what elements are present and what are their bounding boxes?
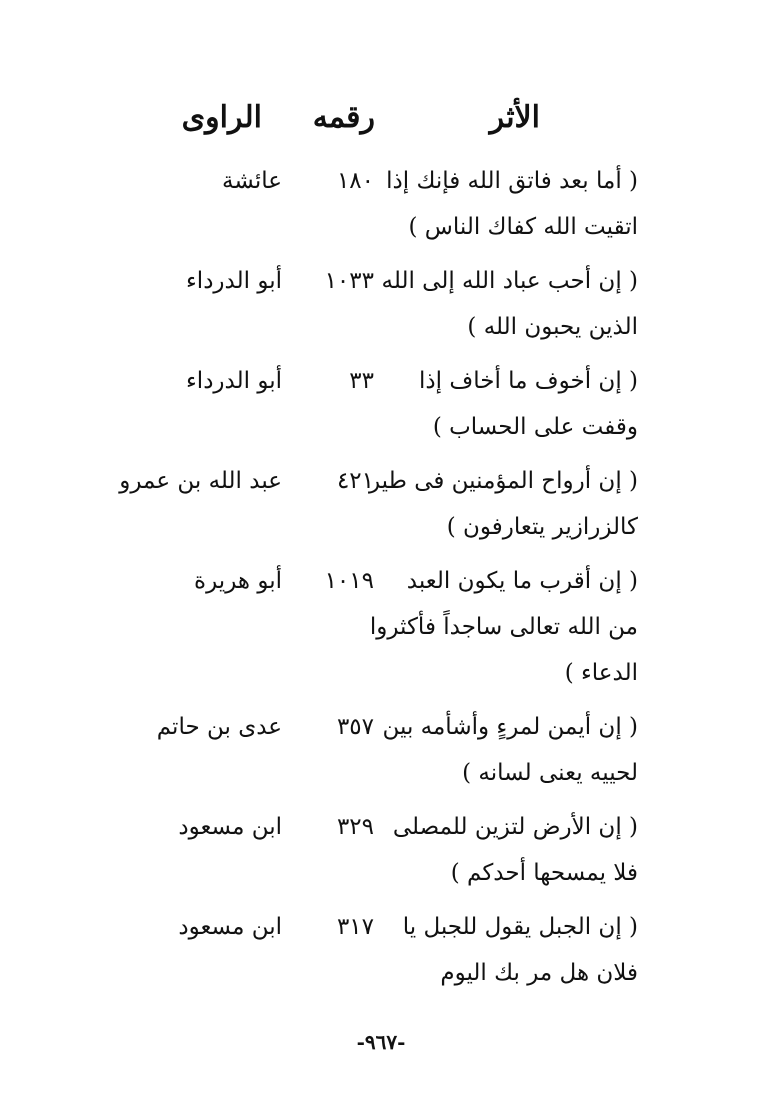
narrator: عائشة bbox=[222, 168, 282, 194]
athar-text bbox=[376, 158, 638, 250]
athar-line: فلان هل مر بك اليوم bbox=[440, 960, 638, 986]
header-raqm: رقمه bbox=[312, 100, 375, 135]
athar-line: ( إن أخوف ما أخاف إذا bbox=[419, 368, 638, 394]
athar-line: لحييه يعنى لسانه ) bbox=[462, 760, 638, 786]
athar-line: ( إن الأرض لتزين للمصلى bbox=[392, 814, 638, 840]
athar-number: ٣٥٧ bbox=[336, 714, 374, 740]
athar-text bbox=[376, 704, 638, 796]
list-item bbox=[0, 904, 762, 996]
athar-number: ٣١٧ bbox=[336, 914, 374, 940]
athar-line: اتقيت الله كفاك الناس ) bbox=[408, 214, 638, 240]
athar-line: الذين يحبون الله ) bbox=[467, 314, 638, 340]
athar-line: ( أما بعد فاتق الله فإنك إذا bbox=[386, 168, 638, 194]
athar-line: ( إن أرواح المؤمنين فى طير bbox=[368, 468, 638, 494]
list-item bbox=[0, 458, 762, 550]
athar-line: كالزرازير يتعارفون ) bbox=[446, 514, 638, 540]
narrator: أبو الدرداء bbox=[185, 268, 282, 294]
list-item bbox=[0, 558, 762, 696]
athar-text bbox=[376, 358, 638, 450]
header-rawi: الراوى bbox=[181, 100, 262, 135]
athar-line: الدعاء ) bbox=[564, 660, 638, 686]
athar-text bbox=[376, 258, 638, 350]
page-number: -٩٦٧- bbox=[356, 1030, 406, 1054]
athar-text bbox=[368, 458, 638, 550]
athar-line: فلا يمسحها أحدكم ) bbox=[450, 860, 638, 886]
athar-number: ٤٢١ bbox=[336, 468, 374, 494]
athar-number: ١٨٠ bbox=[336, 168, 374, 194]
athar-text bbox=[369, 558, 638, 696]
athar-number: ١٠٣٣ bbox=[324, 268, 374, 294]
athar-number: ٣٣ bbox=[349, 368, 374, 394]
athar-text bbox=[376, 804, 638, 896]
athar-line: وقفت على الحساب ) bbox=[432, 414, 638, 440]
athar-line: من الله تعالى ساجداً فأكثروا bbox=[369, 614, 638, 640]
narrator: أبو هريرة bbox=[194, 568, 282, 594]
list-item bbox=[0, 258, 762, 350]
athar-text bbox=[376, 904, 638, 996]
athar-line: ( إن أقرب ما يكون العبد bbox=[406, 568, 638, 594]
list-item bbox=[0, 158, 762, 250]
list-item bbox=[0, 358, 762, 450]
athar-number: ٣٢٩ bbox=[336, 814, 374, 840]
athar-line: ( إن الجبل يقول للجبل يا bbox=[402, 914, 638, 940]
narrator: ابن مسعود bbox=[178, 914, 282, 940]
athar-line: ( إن أيمن لمرءٍ وأشأمه بين bbox=[382, 714, 638, 740]
list-item bbox=[0, 804, 762, 896]
table-header bbox=[0, 100, 762, 148]
narrator: أبو الدرداء bbox=[185, 368, 282, 394]
athar-number: ١٠١٩ bbox=[324, 568, 374, 594]
narrator: عبد الله بن عمرو bbox=[119, 468, 282, 494]
list-item bbox=[0, 704, 762, 796]
header-athar: الأثر bbox=[489, 100, 540, 135]
narrator: ابن مسعود bbox=[178, 814, 282, 840]
narrator: عدى بن حاتم bbox=[156, 714, 282, 740]
athar-line: ( إن أحب عباد الله إلى الله bbox=[381, 268, 638, 294]
entries-list bbox=[0, 158, 762, 1004]
